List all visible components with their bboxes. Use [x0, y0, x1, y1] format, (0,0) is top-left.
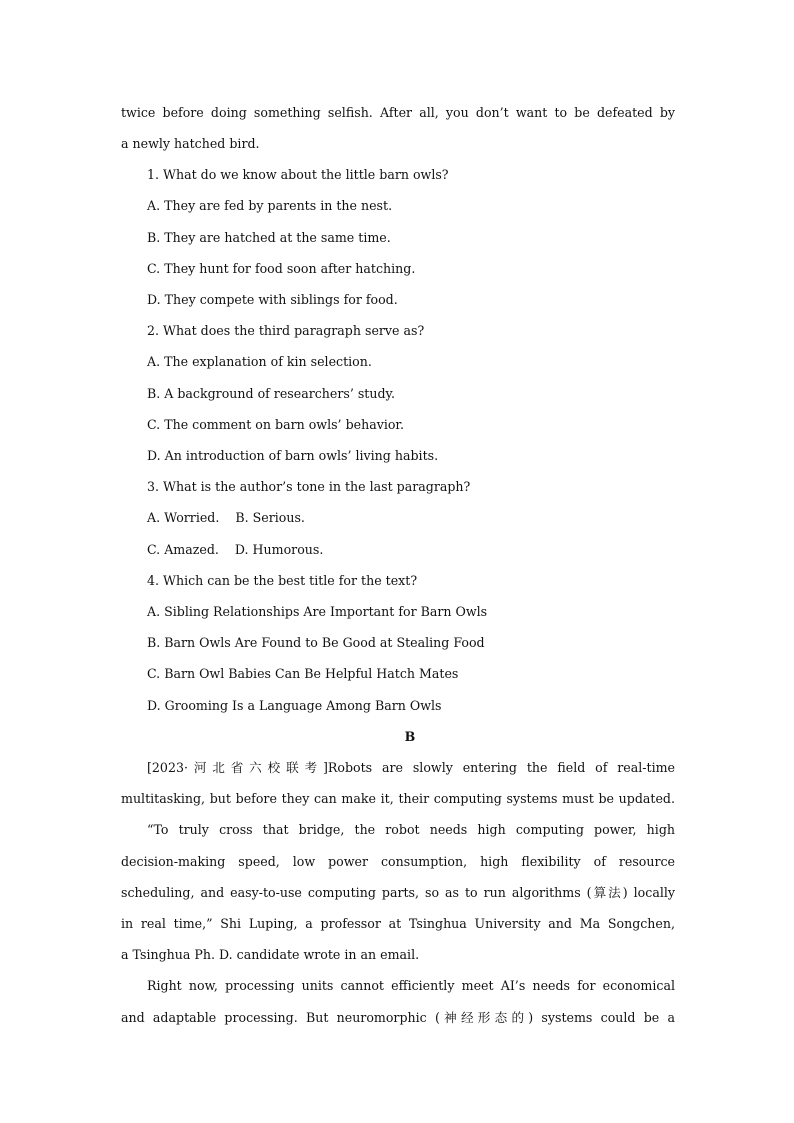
question-stem: 4. Which can be the best title for the text?: [147, 573, 418, 588]
passage-text-line: twice before doing something selfish. After all, you don’t want to be defeated by: [121, 105, 675, 120]
answer-option: B. A background of researchers’ study.: [147, 386, 395, 401]
answer-option: C. They hunt for food soon after hatching.: [147, 261, 416, 276]
passage-text-line: “To truly cross that bridge, the robot needs high computing power, high: [147, 822, 675, 837]
answer-option: B. They are hatched at the same time.: [147, 230, 391, 245]
passage-text-line: [2023·河北省六校联考]Robots are slowly entering the field of real-time: [147, 760, 675, 775]
answer-option: A. The explanation of kin selection.: [147, 354, 372, 369]
answer-option: C. The comment on barn owls’ behavior.: [147, 417, 405, 432]
question-stem: 2. What does the third paragraph serve as?: [147, 323, 425, 338]
passage-text-line: Right now, processing units cannot efficiently meet AI’s needs for economical: [147, 978, 675, 993]
answer-option: B. Barn Owls Are Found to Be Good at Stealing Food: [147, 635, 485, 650]
answer-option: A. Worried. B. Serious.: [147, 510, 305, 525]
answer-option: C. Amazed. D. Humorous.: [147, 542, 324, 557]
answer-option: A. They are fed by parents in the nest.: [147, 198, 393, 213]
passage-text-line: decision-making speed, low power consumption, high flexibility of resource: [121, 854, 675, 869]
answer-option: A. Sibling Relationships Are Important for Barn Owls: [147, 604, 488, 619]
answer-option: D. They compete with siblings for food.: [147, 292, 398, 307]
passage-text-line: a Tsinghua Ph. D. candidate wrote in an email.: [121, 947, 420, 962]
answer-option: D. Grooming Is a Language Among Barn Owls: [147, 698, 442, 713]
question-stem: 3. What is the author’s tone in the last paragraph?: [147, 479, 471, 494]
passage-text-line: multitasking, but before they can make it, their computing systems must be updated.: [121, 791, 675, 806]
question-stem: 1. What do we know about the little barn owls?: [147, 167, 449, 182]
answer-option: C. Barn Owl Babies Can Be Helpful Hatch Mates: [147, 666, 459, 681]
answer-option: D. An introduction of barn owls’ living habits.: [147, 448, 439, 463]
passage-text-line: in real time,” Shi Luping, a professor at Tsinghua University and Ma Songchen,: [121, 916, 675, 931]
passage-text-line: scheduling, and easy-to-use computing parts, so as to run algorithms (算法) locally: [121, 885, 675, 900]
passage-text-line: and adaptable processing. But neuromorphic (神经形态的) systems could be a: [121, 1010, 675, 1025]
passage-text-line: a newly hatched bird.: [121, 136, 260, 151]
section-heading: B: [404, 729, 416, 744]
